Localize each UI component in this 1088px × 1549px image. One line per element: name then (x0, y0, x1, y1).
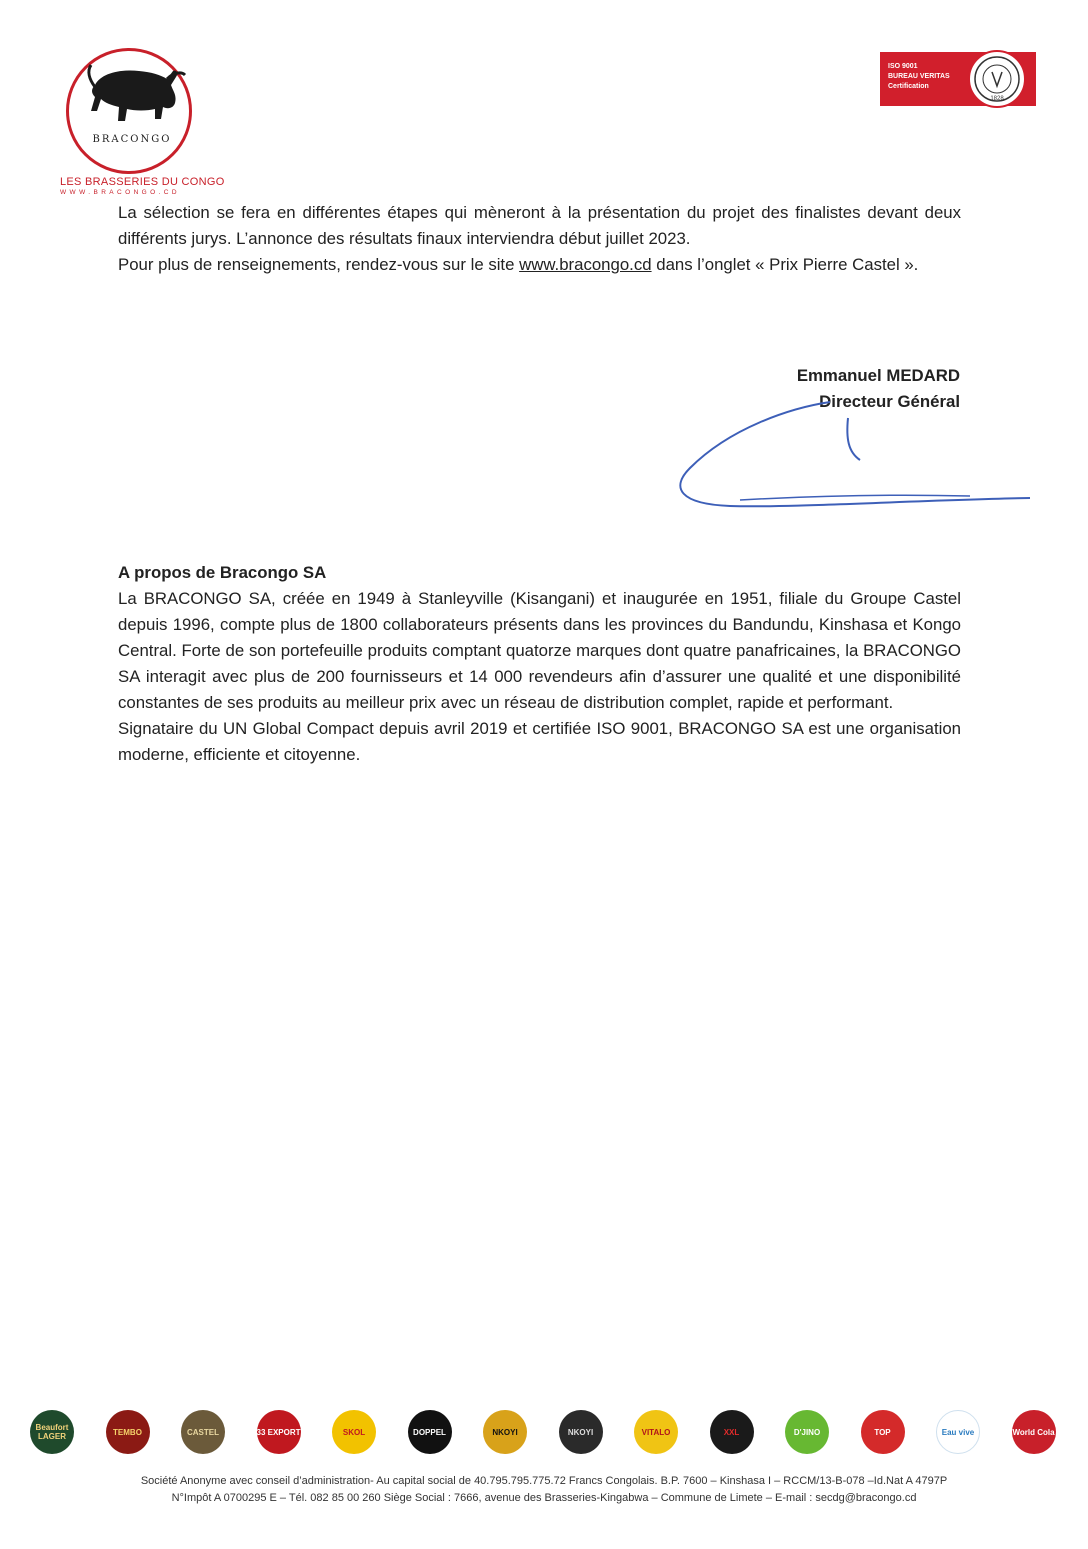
paragraph-selection: La sélection se fera en différentes étapes qui mèneront à la présentation du projet des finalistes devant deux différents jurys. L’annonce des résultats finaux interviendra début juillet 2023. (118, 203, 961, 248)
brand-logo-world-cola-icon: World Cola (1012, 1410, 1056, 1454)
handwritten-signature (670, 388, 1040, 518)
signatory-name: Emmanuel MEDARD (796, 366, 960, 385)
brand-logo-33-export-icon: 33 EXPORT (257, 1410, 301, 1454)
brand-logo-nkoyi-icon: NKOYI (483, 1410, 527, 1454)
cert-iso: ISO 9001 (888, 63, 918, 70)
brand-logo-nkoyi-icon: NKOYI (559, 1410, 603, 1454)
logo-circle (66, 48, 192, 174)
brand-logos-row (30, 1410, 1060, 1460)
brand-logo-vitalo-icon: VITALO (634, 1410, 678, 1454)
brand-logo-tembo-icon: TEMBO (106, 1410, 150, 1454)
cert-label: Certification (888, 83, 929, 90)
brand-logo-eau-vive-icon: Eau vive (936, 1410, 980, 1454)
about-section (118, 560, 961, 768)
info-text-after: dans l’onglet « Prix Pierre Castel ». (651, 255, 919, 274)
info-text-before: Pour plus de renseignements, rendez-vous sur le site (118, 255, 520, 274)
about-paragraph-company: La BRACONGO SA, créée en 1949 à Stanleyville (Kisangani) et inaugurée en 1951, filiale du Groupe Castel depuis 1996, compte plus de 1800 collaborateurs présents dans les provinces du Bandundu, Kinshasa et Kongo Central. Forte de son portefeuille produits comptant quatorze marques dont quatre panafricaines, la BRACONGO SA interagit avec plus de 200 fournisseurs et 14 000 revendeurs afin d’assurer une qualité et une disponibilité constantes de ses produits au meilleur prix avec un réseau de distribution complet, rapide et performant. (118, 589, 961, 712)
about-paragraph-compact: Signataire du UN Global Compact depuis avril 2019 et certifiée ISO 9001, BRACONGO SA est une organisation moderne, efficiente et citoyenne. (118, 719, 961, 764)
certification-text (888, 62, 950, 92)
logo-brand-text: BRACONGO (92, 134, 172, 145)
footer-legal-line2: N°Impôt A 0700295 E – Tél. 082 85 00 260 Siège Social : 7666, avenue des Brasseries-Kingabwa – Commune de Limete – E-mail : secdg@bracongo.cd (171, 1492, 917, 1504)
cert-org: BUREAU VERITAS (888, 73, 950, 80)
bureau-veritas-seal-icon (968, 50, 1026, 108)
brand-logo-doppel-icon: DOPPEL (408, 1410, 452, 1454)
brand-logo-top-icon: TOP (861, 1410, 905, 1454)
paragraph-info (118, 252, 961, 278)
brand-logo-d-jino-icon: D'JINO (785, 1410, 829, 1454)
cert-year: 1828 (990, 96, 1004, 102)
logo-website: WWW.BRACONGO.CD (60, 189, 180, 196)
brand-logo-beaufort-lager-icon: Beaufort LAGER (30, 1410, 74, 1454)
website-link[interactable]: www.bracongo.cd (519, 255, 652, 274)
signatory-role: Directeur Général (819, 392, 960, 411)
bull-icon (81, 57, 189, 141)
certification-badge (880, 52, 1036, 106)
main-text (118, 200, 961, 278)
footer-legal-line1: Société Anonyme avec conseil d’administration- Au capital social de 40.795.795.775.72 Francs Congolais. B.P. 7600 – Kinshasa I – RCCM/13-B-078 –Id.Nat A 4797P (140, 1475, 948, 1487)
brand-logo-castel-icon: CASTEL (181, 1410, 225, 1454)
logo-tagline: LES BRASSERIES DU CONGO (60, 176, 225, 188)
about-title: A propos de Bracongo SA (118, 563, 327, 582)
brand-logo-xxl-icon: XXL (710, 1410, 754, 1454)
brand-logo-skol-icon: SKOL (332, 1410, 376, 1454)
